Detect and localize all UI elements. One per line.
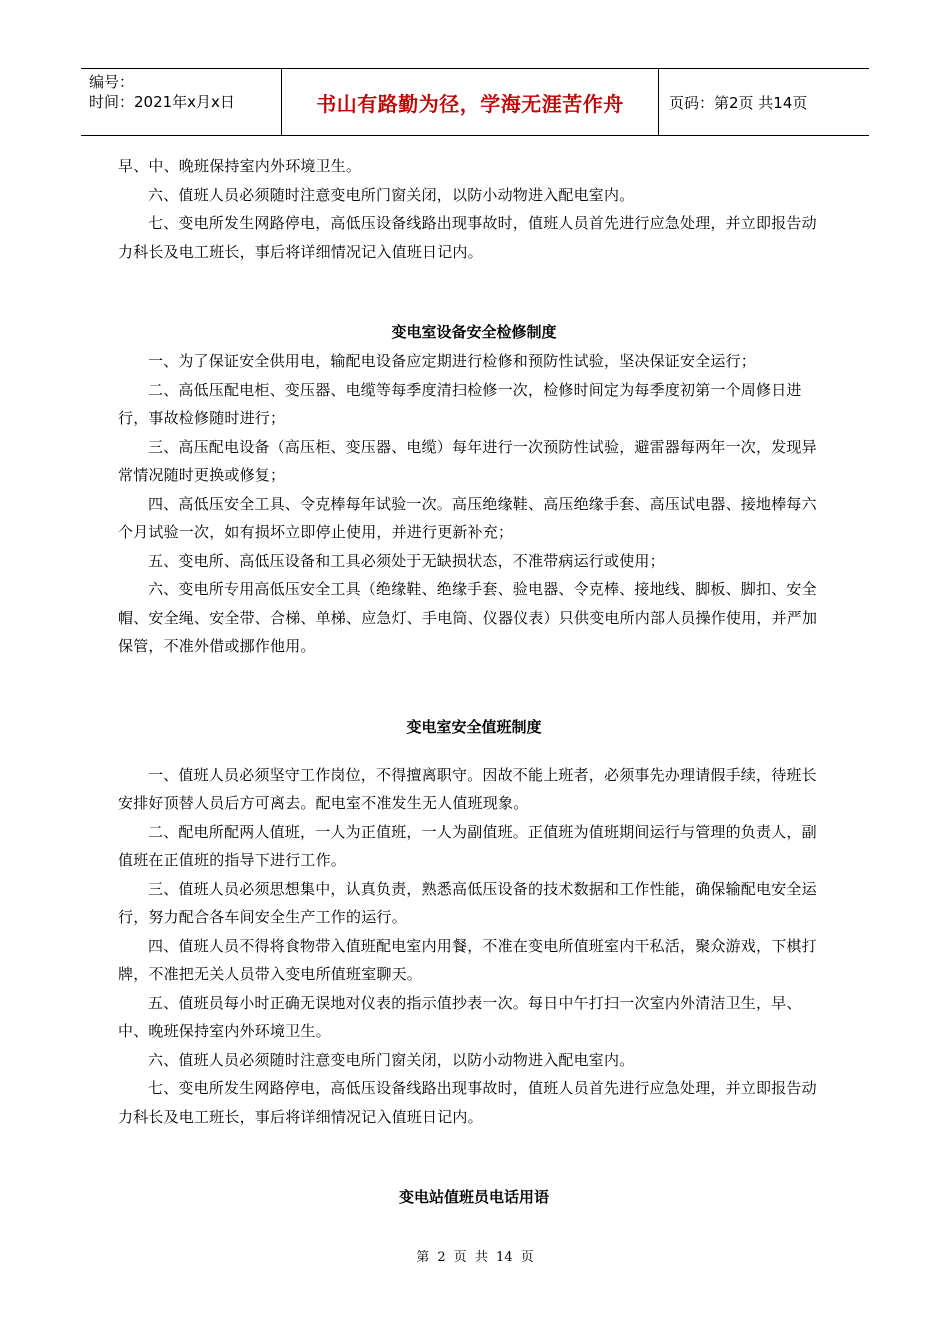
body-paragraph: 二、配电所配两人值班，一人为正值班，一人为副值班。正值班为值班期间运行与管理的负责人，副值班在正值班的指导下进行工作。 <box>118 822 817 869</box>
body-paragraph: 三、高压配电设备（高压柜、变压器、电缆）每年进行一次预防性试验，避雷器每两年一次，发现异常情况随时更换或修复； <box>118 437 817 484</box>
body-paragraph: 五、变电所、高低压设备和工具必须处于无缺损状态，不准带病运行或使用； <box>148 551 665 570</box>
body-paragraph: 早、中、晚班保持室内外环境卫生。 <box>118 157 362 175</box>
body-paragraph: 六、值班人员必须随时注意变电所门窗关闭，以防小动物进入配电室内。 <box>148 185 635 204</box>
section-title-phone: 变电站值班员电话用语 <box>398 1188 549 1206</box>
section-title-maintenance: 变电室设备安全检修制度 <box>391 323 557 341</box>
body-paragraph: 二、高低压配电柜、变压器、电缆等每季度清扫检修一次，检修时间定为每季度初第一个周修日进行，事故检修随时进行； <box>118 380 802 427</box>
body-paragraph: 六、变电所专用高低压安全工具（绝缘鞋、绝缘手套、验电器、令克棒、接地线、脚板、脚扣、安全帽、安全绳、安全带、合梯、单梯、应急灯、手电筒、仪器仪表）只供变电所内部人员操作使用，并严加保管，不准外借或挪作他用。 <box>118 580 818 655</box>
body-paragraph: 一、值班人员必须坚守工作岗位，不得擅离职守。因故不能上班者，必须事先办理请假手续，待班长安排好顶替人员后方可离去。配电室不准发生无人值班现象。 <box>118 765 817 812</box>
body-paragraph: 六、值班人员必须随时注意变电所门窗关闭，以防小动物进入配电室内。 <box>148 1050 635 1069</box>
header-page-info: 页码：第2页 共14页 <box>669 93 808 112</box>
section-title-duty: 变电室安全值班制度 <box>406 717 542 736</box>
body-paragraph: 四、值班人员不得将食物带入值班配电室内用餐，不准在变电所值班室内干私活，聚众游戏，下棋打牌，不准把无关人员带入变电所值班室聊天。 <box>118 936 817 983</box>
page-footer: 第 2 页 共 14 页 <box>416 1250 534 1265</box>
document-body <box>118 152 830 1211</box>
document-time-label: 时间：2021年x月x日 <box>89 93 235 111</box>
header-meta <box>81 69 282 135</box>
header-motto: 书山有路勤为径，学海无涯苦作舟 <box>282 69 659 135</box>
document-header <box>81 68 869 136</box>
body-paragraph: 七、变电所发生网路停电，高低压设备线路出现事故时，值班人员首先进行应急处理，并立即报告动力科长及电工班长，事后将详细情况记入值班日记内。 <box>118 214 817 261</box>
body-paragraph: 七、变电所发生网路停电，高低压设备线路出现事故时，值班人员首先进行应急处理，并立即报告动力科长及电工班长，事后将详细情况记入值班日记内。 <box>118 1079 817 1126</box>
body-paragraph: 四、高低压安全工具、令克棒每年试验一次。高压绝缘鞋、高压绝缘手套、高压试电器、接地棒每六个月试验一次，如有损坏立即停止使用，并进行更新补充； <box>118 494 817 541</box>
body-paragraph: 三、值班人员必须思想集中，认真负责，熟悉高低压设备的技术数据和工作性能，确保输配电安全运行，努力配合各车间安全生产工作的运行。 <box>118 879 817 926</box>
body-paragraph: 一、为了保证安全供用电，输配电设备应定期进行检修和预防性试验，坚决保证安全运行； <box>148 352 757 370</box>
document-number-label: 编号： <box>89 73 135 91</box>
body-paragraph: 五、值班员每小时正确无误地对仪表的指示值抄表一次。每日中午打扫一次室内外清洁卫生，早、中、晚班保持室内外环境卫生。 <box>118 993 802 1040</box>
